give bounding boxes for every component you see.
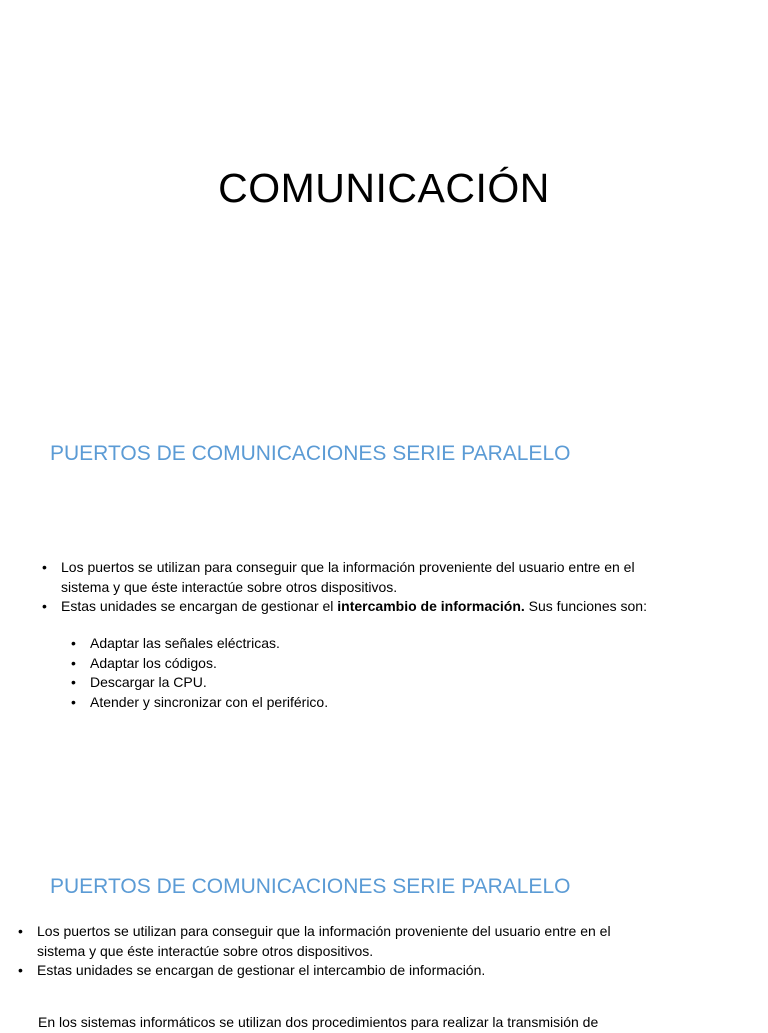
list-item bbox=[71, 673, 328, 693]
bullet-text: Estas unidades se encargan de gestionar el bbox=[61, 598, 338, 614]
bullet-icon: • bbox=[71, 674, 76, 690]
bullet-text: Los puertos se utilizan para conseguir que la información proveniente del usuario entre en el sistema y que éste interactúe sobre otros dispositivos. bbox=[61, 559, 635, 595]
cut-off-paragraph: En los sistemas informáticos se utilizan dos procedimientos para realizar la transmisión de bbox=[38, 1014, 599, 1030]
bullet-icon: • bbox=[18, 923, 23, 939]
bullet-icon: • bbox=[42, 559, 47, 575]
list-item bbox=[71, 634, 328, 654]
list-item bbox=[71, 693, 328, 713]
list-item bbox=[42, 558, 682, 597]
bullet-icon: • bbox=[18, 962, 23, 978]
sub-bullet-list bbox=[71, 634, 328, 712]
bullet-bold-text: intercambio de información. bbox=[337, 598, 525, 614]
list-item bbox=[18, 961, 658, 981]
bullet-text: Los puertos se utilizan para conseguir que la información proveniente del usuario entre en el sistema y que éste interactúe sobre otros dispositivos. bbox=[37, 923, 611, 959]
bullet-text: Adaptar los códigos. bbox=[90, 654, 217, 671]
bullet-text: Atender y sincronizar con el periférico. bbox=[90, 693, 329, 710]
bullet-text: Estas unidades se encargan de gestionar el intercambio de información. bbox=[37, 962, 486, 978]
bullet-text: Sus funciones son: bbox=[524, 598, 647, 614]
section-heading: PUERTOS DE COMUNICACIONES SERIE PARALELO bbox=[50, 875, 571, 898]
page-title: COMUNICACIÓN bbox=[218, 165, 550, 211]
bullet-text: Adaptar las señales eléctricas. bbox=[90, 635, 280, 651]
bullet-icon: • bbox=[71, 654, 76, 671]
bullet-icon: • bbox=[42, 598, 47, 614]
section-heading: PUERTOS DE COMUNICACIONES SERIE PARALELO bbox=[50, 442, 571, 465]
bullet-icon: • bbox=[71, 693, 76, 710]
list-item bbox=[18, 922, 658, 961]
bullet-list bbox=[18, 922, 658, 981]
bullet-list bbox=[42, 558, 682, 617]
bullet-text: Descargar la CPU. bbox=[90, 674, 207, 690]
bullet-icon: • bbox=[71, 635, 76, 651]
list-item bbox=[42, 597, 682, 617]
list-item bbox=[71, 654, 328, 674]
